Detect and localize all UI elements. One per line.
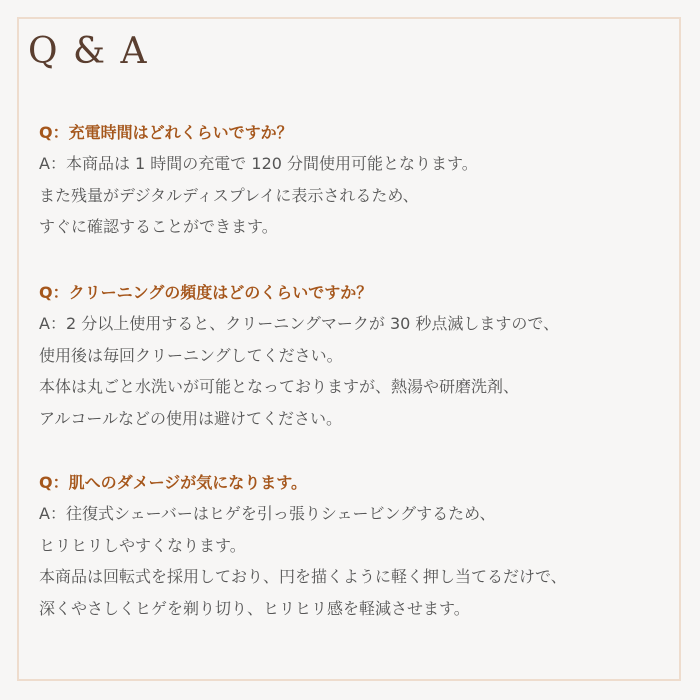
answer-line: 本商品は回転式を採用しており、円を描くように軽く押し当てるだけで、 xyxy=(39,567,567,586)
question-text: Q：肌へのダメージが気になります。 xyxy=(39,473,308,492)
qa-item xyxy=(39,468,567,624)
answer-line: すぐに確認することができます。 xyxy=(39,217,278,236)
qa-item xyxy=(39,118,478,243)
answer-line: A：本商品は 1 時間の充電で 120 分間使用可能となります。 xyxy=(39,154,478,173)
qa-item xyxy=(39,278,559,434)
question-text: Q：充電時間はどれくらいですか？ xyxy=(39,123,293,142)
answer-line: A：2 分以上使用すると、クリーニングマークが 30 秒点滅しますので、 xyxy=(39,314,560,333)
answer-line: また残量がデジタルディスプレイに表示されるため、 xyxy=(39,185,419,205)
answer-line: 本体は丸ごと水洗いが可能となっておりますが、熱湯や研磨洗剤、 xyxy=(39,377,520,396)
answer-line: ヒリヒリしやすくなります。 xyxy=(39,535,246,555)
question-text: Q：クリーニングの頻度はどのくらいですか？ xyxy=(39,283,373,302)
answer-line: アルコールなどの使用は避けてください。 xyxy=(39,408,343,428)
answer-line: 深くやさしくヒゲを剃り切り、ヒリヒリ感を軽減させます。 xyxy=(39,598,470,618)
page-title: Q & A xyxy=(28,31,149,72)
answer-line: A：往復式シェーバーはヒゲを引っ張りシェービングするため、 xyxy=(39,504,496,523)
answer-line: 使用後は毎回クリーニングしてください。 xyxy=(39,345,343,365)
